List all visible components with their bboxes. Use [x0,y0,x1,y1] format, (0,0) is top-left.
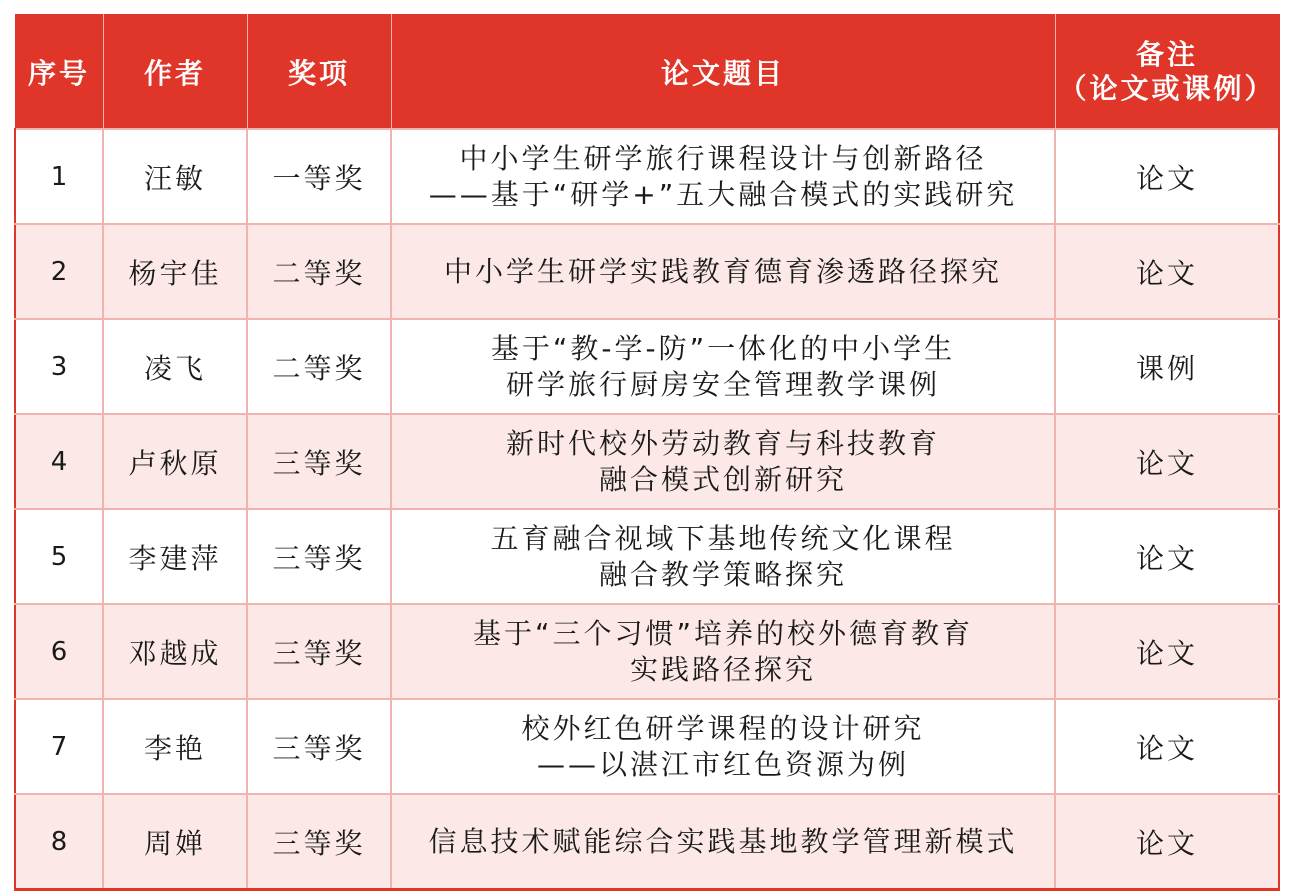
cell-index: 6 [15,604,103,699]
cell-title [391,129,1055,224]
cell-award: 三等奖 [247,699,391,794]
title-line: 五育融合视域下基地传统文化课程 [490,521,956,555]
cell-title [391,794,1055,890]
award-table-container [14,14,1278,891]
title-line: 研学旅行厨房安全管理教学课例 [505,367,940,401]
cell-note: 论文 [1055,509,1279,604]
table-row [15,129,1279,224]
header-note-line1: 备注 [1135,37,1198,71]
header-note-line2: （论文或课例） [1058,71,1276,105]
cell-title [391,699,1055,794]
table-body [15,129,1279,890]
cell-author: 杨宇佳 [103,224,247,319]
cell-award: 三等奖 [247,794,391,890]
cell-note: 论文 [1055,414,1279,509]
header-index: 序号 [15,15,103,130]
cell-title [391,224,1055,319]
cell-note: 论文 [1055,224,1279,319]
cell-index: 5 [15,509,103,604]
table-row [15,414,1279,509]
cell-title [391,319,1055,414]
title-line: 基于“三个习惯”培养的校外德育教育 [472,616,973,650]
cell-title [391,509,1055,604]
cell-index: 8 [15,794,103,890]
cell-author: 汪敏 [103,129,247,224]
cell-author: 周婵 [103,794,247,890]
table-row [15,509,1279,604]
cell-award: 三等奖 [247,414,391,509]
cell-note: 论文 [1055,794,1279,890]
header-note [1055,15,1279,130]
cell-index: 3 [15,319,103,414]
title-line: 基于“教-学-防”一体化的中小学生 [490,331,956,365]
cell-note: 课例 [1055,319,1279,414]
cell-title [391,604,1055,699]
cell-author: 凌飞 [103,319,247,414]
table-row [15,794,1279,890]
cell-title [391,414,1055,509]
award-table [14,14,1280,891]
cell-author: 李建萍 [103,509,247,604]
cell-award: 三等奖 [247,604,391,699]
table-row [15,604,1279,699]
cell-author: 李艳 [103,699,247,794]
title-line: ——基于“研学+”五大融合模式的实践研究 [428,177,1018,211]
title-line: 校外红色研学课程的设计研究 [521,711,925,745]
cell-index: 7 [15,699,103,794]
cell-author: 邓越成 [103,604,247,699]
header-title: 论文题目 [391,15,1055,130]
header-author: 作者 [103,15,247,130]
cell-note: 论文 [1055,604,1279,699]
table-row [15,319,1279,414]
table-row [15,224,1279,319]
header-award: 奖项 [247,15,391,130]
cell-index: 4 [15,414,103,509]
table-header-row [15,15,1279,130]
cell-award: 二等奖 [247,319,391,414]
title-line: 中小学生研学实践教育德育渗透路径探究 [443,254,1002,288]
cell-index: 2 [15,224,103,319]
title-line: 实践路径探究 [629,652,816,686]
cell-author: 卢秋原 [103,414,247,509]
cell-award: 二等奖 [247,224,391,319]
cell-index: 1 [15,129,103,224]
title-line: 中小学生研学旅行课程设计与创新路径 [459,141,987,175]
cell-note: 论文 [1055,129,1279,224]
cell-award: 一等奖 [247,129,391,224]
title-line: 融合模式创新研究 [598,462,847,496]
title-line: 新时代校外劳动教育与科技教育 [505,426,940,460]
cell-note: 论文 [1055,699,1279,794]
title-line: 融合教学策略探究 [598,557,847,591]
title-line: ——以湛江市红色资源为例 [536,747,909,781]
table-row [15,699,1279,794]
cell-award: 三等奖 [247,509,391,604]
title-line: 信息技术赋能综合实践基地教学管理新模式 [428,824,1018,858]
